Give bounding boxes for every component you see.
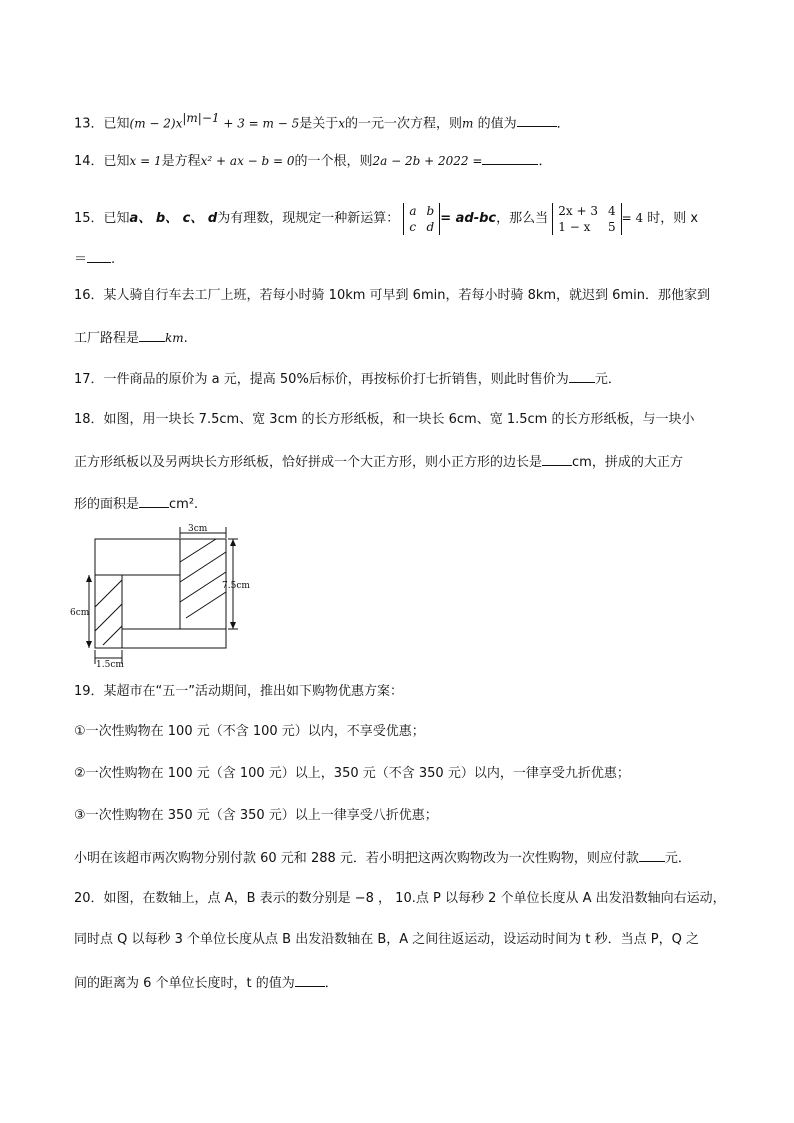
q17-text: 17．一件商品的原价为 a 元，提高 50%后标价，再按标价打七折销售，则此时售价为 [74, 372, 569, 387]
q18-text3a: 形的面积是 [74, 497, 140, 512]
q15-determinant-abcd [403, 203, 440, 235]
q20-end: ． [324, 976, 338, 991]
q13-answer-blank[interactable] [517, 112, 557, 127]
big-square [95, 539, 226, 648]
det2-b: 4 [608, 203, 616, 218]
question-15 [74, 200, 698, 237]
question-14 [74, 150, 551, 172]
q18-text3b: cm². [169, 497, 199, 512]
q13-math: (m − 2)x [129, 116, 183, 131]
q20-text3: 间的距离为 6 个单位长度时，t 的值为 [74, 976, 295, 991]
q19-answer-blank[interactable] [639, 847, 665, 862]
q13-prefix: 13．已知 [74, 116, 130, 132]
rect-3x7.5 [180, 539, 226, 629]
det1-b: b [426, 203, 435, 218]
q16-answer-blank[interactable] [139, 327, 165, 342]
q14-text1: 是方程 [161, 154, 201, 169]
q13-end: ． [556, 116, 570, 132]
label-7.5cm: 7.5cm [222, 581, 250, 591]
question-16-line2 [74, 327, 188, 349]
question-17 [74, 368, 621, 390]
q18-answer-blank-2[interactable] [139, 493, 169, 508]
q17-answer-blank[interactable] [569, 368, 595, 383]
q18-text2b: cm，拼成的大正方 [572, 455, 683, 470]
q14-text2: 的一个根，则 [294, 154, 373, 169]
q15-text2: ，那么当 [496, 211, 549, 226]
q15-equals-4: = 4 [621, 211, 644, 225]
det2-c: 1 − x [558, 219, 591, 234]
q19-option-1: ①一次性购物在 100 元（不含 100 元）以内，不享受优惠； [74, 724, 425, 739]
q19-option-3: ③一次性购物在 350 元（含 350 元）以上一律享受八折优惠； [74, 808, 438, 823]
det2-a: 2x + 3 [558, 203, 599, 218]
question-19: 19．某超市在“五一”活动期间，推出如下购物优惠方案： [74, 684, 404, 699]
q18-text2a: 正方形纸板以及另两块长方形纸板，恰好拼成一个大正方形，则小正方形的边长是 [74, 455, 543, 470]
det1-c: c [409, 219, 417, 234]
label-1.5cm: 1.5cm [96, 660, 124, 670]
q13-math-rest: + 3 = m − 5 [219, 116, 300, 131]
q16-text: 工厂路程是 [74, 331, 140, 346]
question-20-line2: 同时点 Q 以每秒 3 个单位长度从点 B 出发沿数轴在 B，A 之间往返运动，设运动时间为 t 秒．当点 P，Q 之 [74, 932, 699, 947]
q15-text1: 为有理数，现规定一种新运算： [217, 211, 400, 226]
det2-d: 5 [608, 219, 616, 234]
q14-end: ． [538, 154, 552, 169]
q13-text1: 是关于 [299, 116, 339, 132]
q13-exponent: |m|−1 [182, 111, 220, 125]
q15-text3: 时，则 x [643, 211, 699, 226]
question-20-line3 [74, 972, 338, 994]
question-16: 16．某人骑自行车去工厂上班，若每小时骑 10km 可早到 6min，若每小时骑 8km，就迟到 6min．那他家到 [74, 288, 710, 303]
q14-math1: x = 1 [129, 154, 162, 168]
q18-answer-blank-1[interactable] [542, 451, 572, 466]
q15-prefix: 15．已知 [74, 211, 130, 226]
question-13 [74, 108, 570, 134]
q14-math3: 2a − 2b + 2022 = [372, 154, 483, 168]
q15-line2-eq: ＝ [74, 252, 88, 267]
q13-var-m: m [462, 116, 474, 131]
q13-var-x: x [338, 116, 346, 131]
rectangle-figure [68, 522, 258, 670]
question-19-last [74, 847, 691, 869]
question-18-line3 [74, 493, 198, 515]
q17-end: 元． [594, 372, 621, 387]
q15-answer-blank[interactable] [87, 248, 111, 263]
det1-d: d [426, 219, 435, 234]
q19-last-text: 小明在该超市两次购物分别付款 60 元和 288 元．若小明把这两次购物改为一次性购物，则应付款 [74, 851, 639, 866]
q14-answer-blank[interactable] [482, 150, 538, 165]
q20-answer-blank[interactable] [295, 972, 325, 987]
question-18-line2 [74, 451, 683, 473]
rect-1.5x6 [95, 575, 122, 648]
question-20: 20．如图，在数轴上，点 A，B 表示的数分别是 −8 ， 10.点 P 以每秒 2 个单位长度从 A 出发沿数轴向右运动， [74, 891, 726, 906]
q13-text2: 的一元一次方程，则 [345, 116, 463, 132]
q19-option-2: ②一次性购物在 100 元（含 100 元）以上，350 元（不含 350 元）以内，一律享受九折优惠； [74, 766, 630, 781]
q16-end: . [183, 331, 188, 346]
q14-prefix: 14．已知 [74, 154, 130, 169]
label-6cm: 6cm [70, 608, 90, 618]
q14-math2: x² + ax − b = 0 [200, 154, 295, 168]
q15-vars: a、 b、 c、 d [129, 211, 218, 226]
q15-equals: = ad-bc [440, 211, 497, 226]
question-18: 18．如图，用一块长 7.5cm、宽 3cm 的长方形纸板，和一块长 6cm、宽 1.5cm 的长方形纸板，与一块小 [74, 412, 695, 427]
q13-text3: 的值为 [473, 116, 517, 132]
label-3cm: 3cm [188, 524, 208, 534]
q15-determinant-x [552, 203, 621, 235]
question-15-line2 [74, 248, 115, 270]
det1-a: a [409, 203, 417, 218]
q16-unit: km [165, 331, 184, 345]
q19-end: 元． [664, 851, 691, 866]
q15-end: . [111, 252, 116, 267]
